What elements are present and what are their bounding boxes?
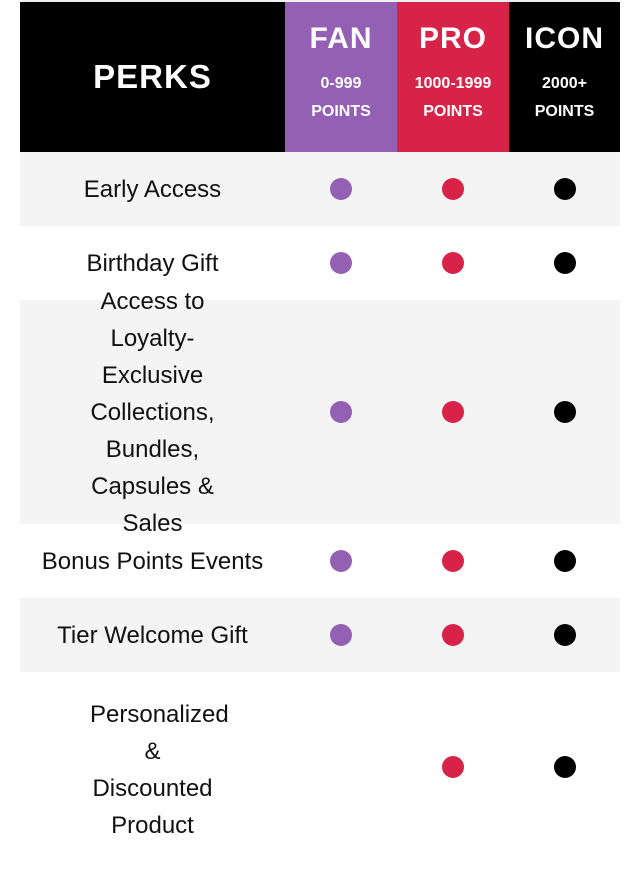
icon-cell: [509, 672, 620, 778]
perks-header-label: PERKS: [93, 58, 212, 95]
fan-cell: [285, 624, 397, 646]
perk-label: Personalized & Discounted Product: [90, 701, 229, 839]
pro-cell: [397, 672, 509, 778]
pro-cell: [397, 252, 509, 274]
pro-cell: [397, 401, 509, 423]
fan-cell: [285, 672, 397, 778]
icon-dot: [554, 550, 576, 572]
perks-header: [20, 2, 285, 152]
fan-dot: [330, 178, 352, 200]
fan-dot: [330, 401, 352, 423]
icon-cell: [509, 252, 620, 274]
perk-label: Bonus Points Events: [41, 547, 264, 575]
fan-cell: [285, 550, 397, 572]
pro-dot: [442, 178, 464, 200]
fan-cell: [285, 401, 397, 423]
icon-dot: [554, 178, 576, 200]
perk-row-tier-welcome-gift: [20, 598, 620, 672]
icon-dot: [554, 252, 576, 274]
fan-dot: [330, 550, 352, 572]
icon-cell: [509, 178, 620, 200]
fan-cell: [285, 252, 397, 274]
tier-range: 0-999: [320, 75, 362, 92]
fan-dot: [330, 624, 352, 646]
perk-row-loyalty-exclusive: [20, 287, 620, 537]
perk-label: Tier Welcome Gift: [57, 621, 248, 649]
icon-dot: [554, 401, 576, 423]
icon-dot: [554, 624, 576, 646]
tier-range: 2000+: [542, 75, 587, 92]
icon-cell: [509, 401, 620, 423]
fan-dot: [330, 252, 352, 274]
perk-label: Access to Loyalty-Exclusive Collections, Bundles, Capsules & Sales: [90, 287, 215, 537]
perk-row-early-access: [20, 152, 620, 226]
perk-row-personalized-product: [20, 672, 620, 872]
tier-range: 1000-1999: [414, 75, 492, 92]
pro-dot: [442, 252, 464, 274]
tier-header-icon: [509, 2, 620, 152]
pro-dot: [442, 550, 464, 572]
tier-header-pro: [397, 2, 509, 152]
pro-cell: [397, 178, 509, 200]
tier-header-fan: [285, 2, 397, 152]
icon-dot: [554, 756, 576, 778]
tier-points-label: POINTS: [311, 103, 371, 120]
pro-dot: [442, 756, 464, 778]
tier-name: ICON: [525, 22, 604, 55]
pro-cell: [397, 624, 509, 646]
fan-cell: [285, 178, 397, 200]
pro-dot: [442, 624, 464, 646]
tier-points-label: POINTS: [423, 103, 483, 120]
perk-label: Birthday Gift: [86, 249, 219, 277]
table-header: [20, 0, 620, 152]
tier-points-label: POINTS: [534, 103, 595, 120]
perk-label: Early Access: [83, 175, 222, 203]
tier-name: FAN: [309, 22, 373, 55]
pro-cell: [397, 550, 509, 572]
icon-cell: [509, 550, 620, 572]
pro-dot: [442, 401, 464, 423]
perks-table: [20, 0, 620, 872]
icon-cell: [509, 624, 620, 646]
tier-name: PRO: [418, 22, 487, 55]
